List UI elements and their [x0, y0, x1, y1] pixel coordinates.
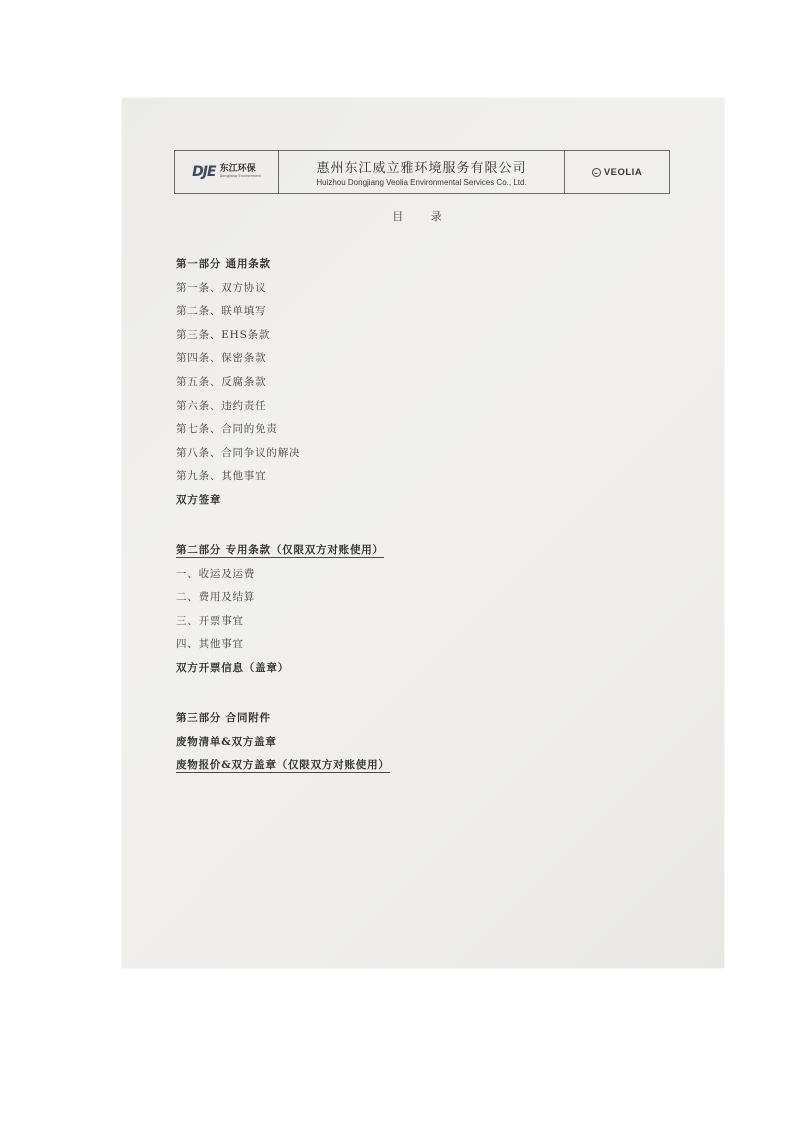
dongjiang-logo-text: 东江环保: [219, 164, 256, 175]
toc-item: 第五条、反腐条款: [176, 375, 267, 388]
part1-signature-item: 双方签章: [176, 493, 222, 506]
toc-item: 第三条、EHS条款: [176, 328, 271, 341]
part2-heading: 第二部分 专用条款（仅限双方对账使用）: [176, 544, 384, 556]
toc-item: 一、收运及运费: [176, 567, 256, 580]
toc-item: 三、开票事宜: [176, 614, 244, 627]
letterhead: [174, 150, 670, 194]
toc-item: 第一条、双方协议: [176, 281, 267, 294]
veolia-logo: [565, 151, 669, 193]
toc-item: 第八条、合同争议的解决: [176, 446, 301, 459]
toc-item: 二、费用及结算: [176, 591, 256, 604]
company-name-en: Huizhou Dongjiang Veolia Environmental Services Co., Ltd.: [316, 178, 527, 187]
page-title: 目 录: [392, 210, 454, 223]
toc-item-underlined: 废物报价&双方盖章（仅限双方对账使用）: [176, 759, 390, 772]
toc-item: 废物清单&双方盖章: [176, 735, 277, 748]
veolia-icon: [592, 168, 601, 177]
veolia-logo-text: VEOLIA: [603, 166, 643, 178]
toc-item: 四、其他事宜: [176, 638, 244, 651]
dje-logo-mark: DJE: [192, 164, 216, 180]
part1-heading: 第一部分 通用条款: [176, 258, 271, 270]
part2-invoice-item: 双方开票信息（盖章）: [176, 661, 289, 674]
scanned-page: [122, 98, 724, 968]
part3-heading: 第三部分 合同附件: [176, 712, 271, 724]
company-name-cell: [279, 151, 565, 193]
dongjiang-logo: [175, 151, 279, 193]
toc-item: 第六条、违约责任: [176, 399, 267, 412]
part2-section: [176, 539, 384, 681]
company-name-cn: 惠州东江威立雅环境服务有限公司: [316, 161, 527, 176]
dongjiang-logo-subtext: Dongjiang Environment: [219, 174, 261, 179]
toc-item: 第二条、联单填写: [176, 305, 267, 318]
toc-item: 第九条、其他事宜: [176, 470, 267, 483]
toc-item: 第四条、保密条款: [176, 352, 267, 365]
part1-section: [176, 253, 300, 513]
part3-section: [176, 707, 390, 778]
toc-item: 第七条、合同的免责: [176, 423, 278, 436]
